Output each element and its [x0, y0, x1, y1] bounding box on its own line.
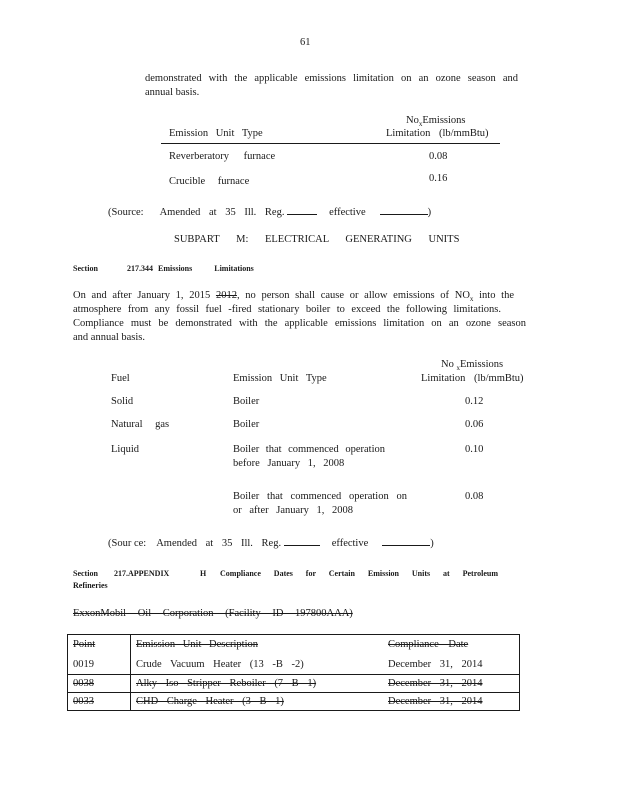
table2-row3-limit: 0.10	[465, 444, 484, 455]
table2-limit-header-line1: No $_x$Emissions	[441, 359, 504, 373]
source-note-2: (Sour ce: Amended at 35 Ill. Reg. effective )	[108, 538, 434, 549]
section-number: 217.344	[127, 264, 153, 273]
table2-row1-limit: 0.12	[465, 396, 484, 407]
table1-row1-type: Reverberatory furnace	[169, 151, 276, 162]
table1-row2-type: Crucible furnace	[169, 176, 250, 187]
appendix-title-line2: Refineries	[73, 581, 108, 590]
row3-description: CHD Charge Heater (3 B 1)	[131, 692, 384, 710]
table2-type-header: Emission Unit Type	[233, 373, 327, 384]
top-paragraph-line2: annual basis.	[145, 87, 200, 98]
appendix-number: 217.APPENDIX	[114, 569, 170, 578]
table2-row1-type: Boiler	[233, 396, 260, 407]
table1-type-header: Emission Unit Type	[169, 128, 263, 139]
table2-row3-type-line1: Boiler that commenced operation	[233, 444, 385, 455]
appendix-letter: H	[200, 569, 207, 578]
main-paragraph-line2: atmosphere from any fossil fuel -fired stationary boiler to exceed the following limitations.	[73, 304, 501, 315]
section-label: Section	[73, 264, 98, 273]
table2-row3-type-line2: before January 1, 2008	[233, 458, 345, 469]
table1-row2-limit: 0.16	[429, 173, 448, 184]
table2-row4-type-line2: or after January 1, 2008	[233, 505, 354, 516]
compliance-table-header	[68, 635, 520, 655]
table1-limit-header-line1: $No_xEmissions$	[406, 115, 466, 129]
row1-point: 0019	[68, 654, 131, 674]
table2-row3-fuel: Liquid	[111, 444, 139, 455]
page-number: 61	[300, 37, 311, 48]
row3-point: 0033	[68, 692, 131, 710]
table2-row4-type-line1: Boiler that commenced operation on	[233, 491, 407, 502]
main-paragraph-line1: On and after January 1, 2015 2012, no person shall cause or allow emissions of $NO_x$ into the	[73, 290, 514, 304]
table2-row2-fuel: Natural gas	[111, 419, 170, 430]
table2-limit-header-line2: Limitation (lb/mmBtu)	[421, 373, 524, 384]
main-paragraph-line4: and annual basis.	[73, 332, 146, 343]
table2-row2-type: Boiler	[233, 419, 260, 430]
table1-header-rule	[161, 143, 500, 144]
table-row	[68, 692, 520, 710]
facility-name: ExxonMobil Oil Corporation (Facility ID 197800AAA)	[73, 608, 353, 619]
table2-row2-limit: 0.06	[465, 419, 484, 430]
table2-row4-limit: 0.08	[465, 491, 484, 502]
appendix-section-label: Section	[73, 569, 98, 578]
row1-description: Crude Vacuum Heater (13 -B -2)	[136, 658, 304, 670]
table2-row1-fuel: Solid	[111, 396, 134, 407]
row1-date: December 31, 2014	[383, 654, 520, 674]
table-row	[68, 654, 520, 674]
table1-row1-limit: 0.08	[429, 151, 448, 162]
appendix-title: Compliance Dates for Certain Emission Units at Petroleum	[220, 569, 498, 578]
main-paragraph-line3: Compliance must be demonstrated with the applicable emissions limitation on an ozone season	[73, 318, 526, 329]
row3-date: December 31, 2014	[383, 692, 520, 710]
table-row	[68, 674, 520, 692]
header-compliance-date: Compliance Date	[383, 635, 520, 655]
subpart-heading: SUBPART M: ELECTRICAL GENERATING UNITS	[174, 234, 460, 245]
row2-date: December 31, 2014	[383, 674, 520, 692]
row2-description: Alky Iso Stripper Reboiler (7 B 1)	[131, 674, 384, 692]
table1-limit-header-line2: Limitation (lb/mmBtu)	[386, 128, 489, 139]
row2-point: 0038	[68, 674, 131, 692]
section-title: Emissions Limitations	[158, 264, 254, 273]
header-description: Emission Unit Description	[131, 635, 384, 655]
top-paragraph-line1: demonstrated with the applicable emissions limitation on an ozone season and	[145, 73, 518, 84]
table2-fuel-header: Fuel	[111, 373, 130, 384]
header-point: Point	[68, 635, 131, 655]
compliance-table	[67, 634, 520, 711]
source-note-1: (Source: Amended at 35 Ill. Reg. effective )	[108, 207, 432, 218]
